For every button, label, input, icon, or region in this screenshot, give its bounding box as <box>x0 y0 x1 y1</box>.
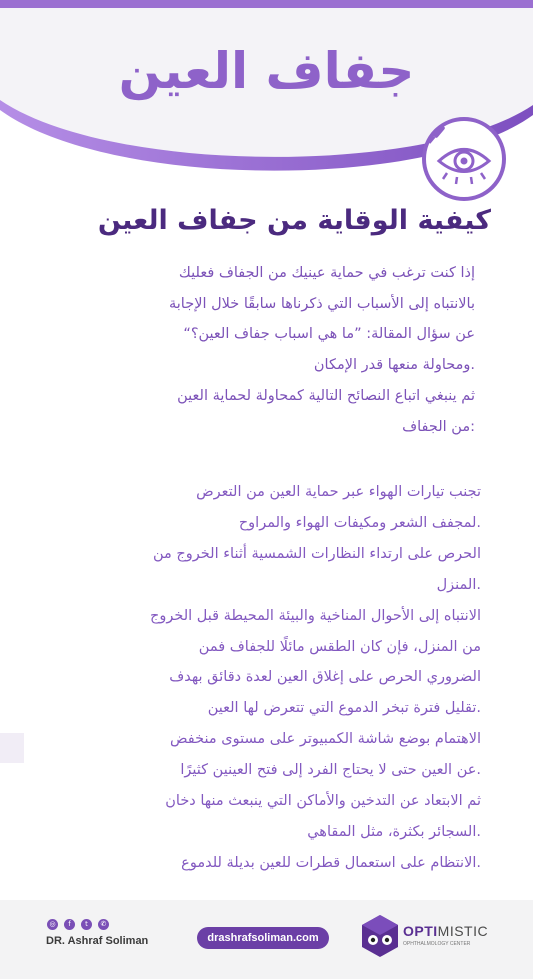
instagram-icon[interactable]: ◎ <box>47 919 58 930</box>
intro-line: ثم ينبغي اتباع النصائح التالية كمحاولة لحماية العين <box>177 387 475 404</box>
tip-line: الحرص على ارتداء النظارات الشمسية أثناء الخروج من <box>153 545 481 562</box>
section-heading: كيفية الوقاية من جفاف العين <box>97 205 491 236</box>
intro-line: :من الجفاف <box>402 418 475 435</box>
side-tab <box>0 733 24 763</box>
logo-mistic: MISTIC <box>437 923 489 939</box>
intro-line: .ومحاولة منعها قدر الإمكان <box>313 357 475 374</box>
tip-line: .الانتظام على استعمال قطرات للعين بديلة للدموع <box>181 854 481 871</box>
whatsapp-icon[interactable]: ✆ <box>98 919 109 930</box>
intro-line: بالانتباه إلى الأسباب التي ذكرناها سابقًا خلال الإجابة <box>169 295 475 312</box>
tip-line: الانتباه إلى الأحوال المناخية والبيئة المحيطة قبل الخروج <box>150 607 481 624</box>
tip-line: ثم الابتعاد عن التدخين والأماكن التي ينبعث منها دخان <box>165 793 481 810</box>
website-link[interactable]: drashrafsoliman.com <box>197 927 329 949</box>
tip-line: من المنزل، فإن كان الطقس مائلًا للجفاف فمن <box>198 638 481 655</box>
brand-logo-text <box>403 923 488 939</box>
tip-line: .عن العين حتى لا يحتاج الفرد إلى فتح العينين كثيرًا <box>180 762 481 779</box>
doctor-name: DR. Ashraf Soliman <box>46 935 149 947</box>
tip-line: تجنب تيارات الهواء عبر حماية العين من التعرض <box>196 484 481 500</box>
social-links <box>47 919 109 930</box>
eye-dropper-icon <box>421 116 507 202</box>
facebook-icon[interactable]: f <box>64 919 75 930</box>
tip-line: .المنزل <box>436 576 481 593</box>
tip-line: .السجائر بكثرة، مثل المقاهي <box>307 823 481 840</box>
intro-line: عن سؤال المقالة: ”ما هي اسباب جفاف العين؟“ <box>183 326 475 343</box>
tip-line: الضروري الحرص على إغلاق العين لعدة دقائق بهدف <box>169 669 481 686</box>
brand-tagline: OPHTHALMOLOGY CENTER <box>403 941 471 947</box>
twitter-icon[interactable]: t <box>81 919 92 930</box>
optimistic-logo-icon <box>360 913 400 959</box>
logo-opti: OPTI <box>403 923 438 939</box>
intro-paragraph <box>30 258 475 442</box>
tip-line: .لمجفف الشعر ومكيفات الهواء والمراوح <box>238 514 481 531</box>
page-title: جفاف العين <box>118 42 415 100</box>
tips-list <box>31 477 481 879</box>
tip-line: .تقليل فترة تبخر الدموع التي تتعرض لها العين <box>207 700 481 717</box>
tip-line: الاهتمام بوضع شاشة الكمبيوتر على مستوى منخفض <box>170 731 481 748</box>
intro-line: إذا كنت ترغب في حماية عينيك من الجفاف فعليك <box>178 265 475 281</box>
